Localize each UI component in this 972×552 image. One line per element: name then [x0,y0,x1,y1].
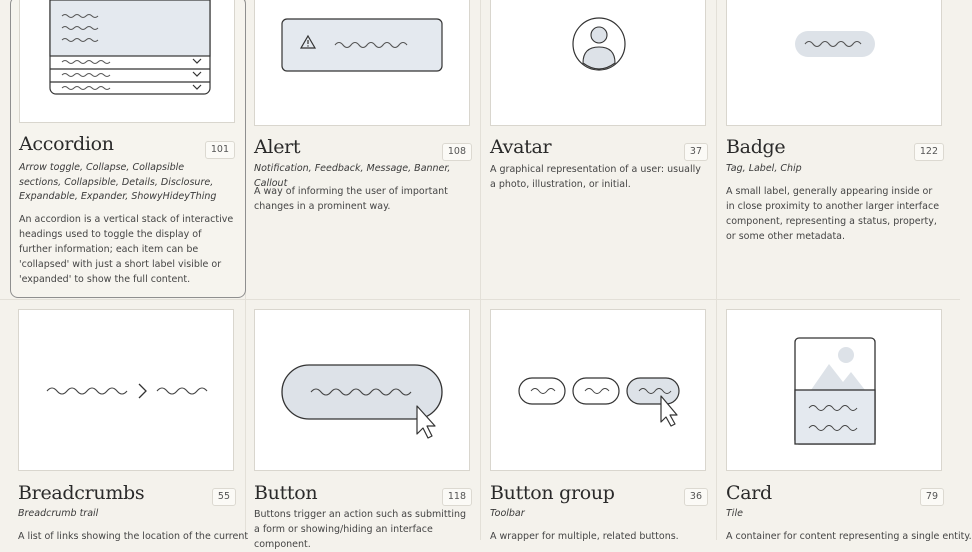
component-aliases: Breadcrumb trail [18,508,99,519]
component-card-breadcrumbs[interactable] [10,300,249,542]
example-count-badge: 101 [205,141,235,159]
example-count-badge: 36 [684,488,708,506]
example-count-badge: 55 [212,488,236,506]
example-count-badge: 37 [684,143,708,161]
alert-thumbnail [254,0,470,126]
component-title[interactable]: Accordion [19,133,114,155]
component-description: A small label, generally appearing inside or in close proximity to another larger interface component, representing a status, property, or some other metadata. [726,186,940,242]
component-description: A way of informing the user of important changes in a prominent way. [254,186,448,212]
example-count-badge: 118 [442,488,472,506]
button-group-thumbnail [490,309,706,471]
component-aliases: Toolbar [490,508,525,519]
example-count-badge: 108 [442,143,472,161]
component-aliases: Notification, Feedback, Message, Banner, Callout [254,163,451,189]
component-card-badge[interactable] [718,0,954,298]
component-description: An accordion is a vertical stack of interactive headings used to toggle the display of further information; each item can be 'collapsed' with just a short label visible or 'expanded' to show the full content. [19,214,234,285]
component-title[interactable]: Button group [490,482,615,504]
component-description: A list of links showing the location of the current [18,531,249,542]
component-title[interactable]: Avatar [490,136,552,158]
component-card-alert[interactable] [246,0,482,298]
component-description: A graphical representation of a user: usually a photo, illustration, or initial. [490,164,701,190]
example-count-badge: 122 [914,143,944,161]
component-title[interactable]: Badge [726,136,786,158]
badge-thumbnail [726,0,942,126]
avatar-thumbnail [490,0,706,126]
component-title[interactable]: Card [726,482,772,504]
component-aliases: Tile [726,508,743,519]
component-card-button[interactable] [246,300,482,550]
card-thumbnail [726,309,942,471]
component-card-avatar[interactable] [482,0,718,298]
component-title[interactable]: Alert [254,136,301,158]
component-description: A container for content representing a single entity. [726,531,972,542]
component-card-button-group[interactable] [482,300,718,540]
component-description: A wrapper for multiple, related buttons. [490,531,679,542]
component-aliases: Arrow toggle, Collapse, Collapsible sections, Collapsible, Details, Disclosure, Expandable, Expander, ShowyHideyThing [19,162,217,202]
component-card-accordion[interactable] [10,0,246,298]
breadcrumbs-thumbnail [18,309,234,471]
component-description: Buttons trigger an action such as submitting a form or showing/hiding an interface component. [254,509,467,550]
example-count-badge: 79 [920,488,944,506]
accordion-thumbnail [19,0,235,123]
component-card-card[interactable] [718,300,972,542]
button-thumbnail [254,309,470,471]
component-aliases: Tag, Label, Chip [726,163,802,174]
component-title[interactable]: Button [254,482,318,504]
component-title[interactable]: Breadcrumbs [18,482,145,504]
